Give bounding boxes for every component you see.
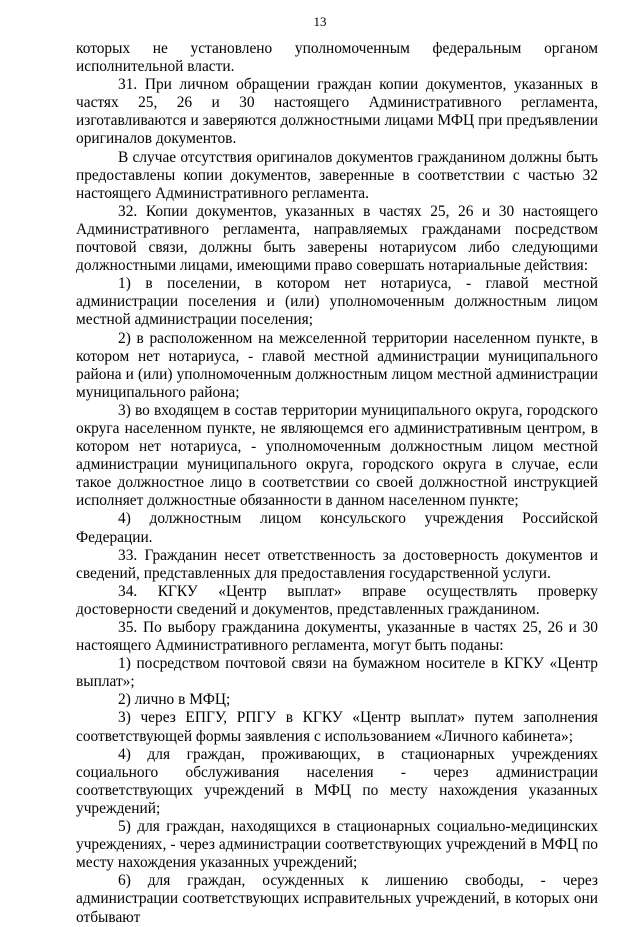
paragraph: В случае отсутствия оригиналов документов гражданином должны быть предоставлены копии документов, заверенные в соответствии с частью 32 настоящего Административного регламента. [76, 148, 598, 202]
document-body [76, 40, 598, 927]
paragraph: 33. Гражданин несет ответственность за достоверность документов и сведений, представленных для предоставления государственной услуги. [76, 546, 598, 582]
list-item: 3) через ЕПГУ, РПГУ в КГКУ «Центр выплат» путем заполнения соответствующей формы заявления с использованием «Личного кабинета»; [76, 709, 598, 745]
page-number: 13 [313, 14, 327, 29]
list-item: 2) в расположенном на межселенной территории населенном пункте, в котором нет нотариуса, - главой местной администрации муниципального района и (или) уполномоченным должностным лицом местной администрации муниципального района; [76, 329, 598, 401]
list-item: 6) для граждан, осужденных к лишению свободы, - через администрации соответствующих исправительных учреждений, в которых они отбывают [76, 872, 598, 926]
paragraph: 34. КГКУ «Центр выплат» вправе осуществлять проверку достоверности сведений и документов, представленных гражданином. [76, 582, 598, 618]
list-item: 4) для граждан, проживающих, в стационарных учреждениях социального обслуживания населения - через администрации соответствующих учреждений в МФЦ по месту нахождения указанных учреждений; [76, 745, 598, 817]
paragraph: 32. Копии документов, указанных в частях 25, 26 и 30 настоящего Административного регламента, направляемых гражданами посредством почтовой связи, должны быть заверены нотариусом либо следующими должностными лицами, имеющими право совершать нотариальные действия: [76, 202, 598, 275]
list-item: 1) посредством почтовой связи на бумажном носителе в КГКУ «Центр выплат»; [76, 655, 598, 691]
list-item: 2) лично в МФЦ; [118, 691, 231, 709]
list-item: 4) должностным лицом консульского учреждения Российской Федерации. [76, 510, 598, 546]
paragraph: которых не установлено уполномоченным федеральным органом исполнительной власти. [76, 40, 598, 76]
list-item: 5) для граждан, находящихся в стационарных социально-медицинских учреждениях, - через администрации соответствующих учреждений в МФЦ по месту нахождения указанных учреждений; [76, 818, 598, 872]
paragraph: 35. По выбору гражданина документы, указанные в частях 25, 26 и 30 настоящего Административного регламента, могут быть поданы: [76, 619, 598, 655]
paragraph: 31. При личном обращении граждан копии документов, указанных в частях 25, 26 и 30 настоящего Административного регламента, изготавливаются и заверяются должностными лицами МФЦ при предъявлении оригиналов документов. [76, 76, 598, 148]
list-item: 1) в поселении, в котором нет нотариуса, - главой местной администрации поселения и (или) уполномоченным должностным лицом местной администрации поселения; [76, 275, 598, 329]
list-item: 3) во входящем в состав территории муниципального округа, городского округа населенном пункте, не являющемся его административным центром, в котором нет нотариуса, - уполномоченным должностным лицом местной администрации муниципального округа, городского округа в случае, если такое должностное лицо в соответствии со своей должностной инструкцией исполняет должностные обязанности в данном населенном пункте; [76, 401, 598, 510]
